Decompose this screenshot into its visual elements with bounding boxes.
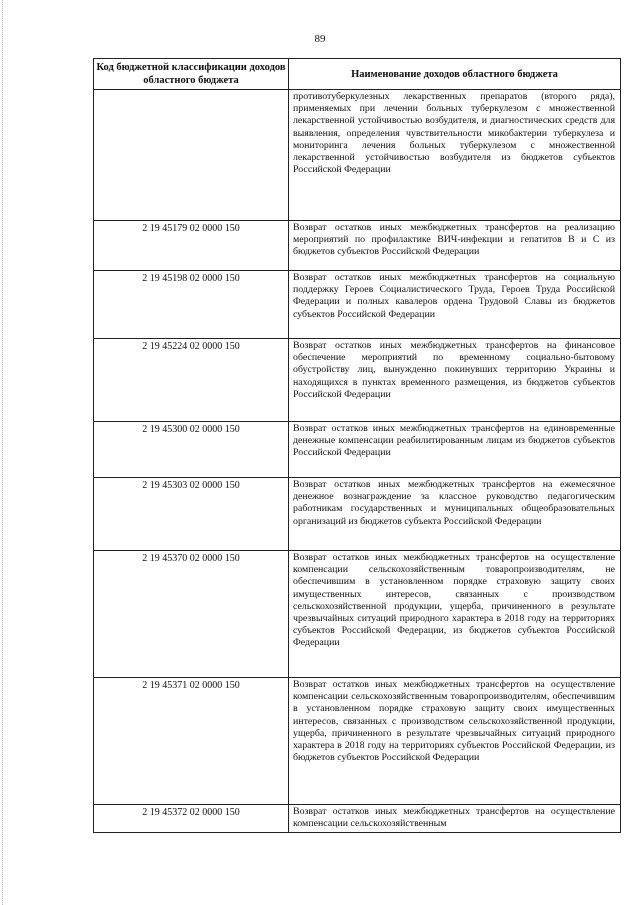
table-row — [94, 805, 621, 833]
column-header-code: Код бюджетной классификации доходов областного бюджета — [94, 59, 289, 90]
row-code — [94, 90, 289, 221]
row-name: Возврат остатков иных межбюджетных трансфертов на единовременные денежные компенсации реабилитированным лицам из бюджетов субъектов Российской Федерации — [289, 422, 621, 478]
table-row — [94, 90, 621, 221]
table-row — [94, 678, 621, 805]
row-code: 2 19 45303 02 0000 150 — [94, 478, 289, 551]
table-row — [94, 551, 621, 678]
row-code: 2 19 45179 02 0000 150 — [94, 221, 289, 271]
row-code: 2 19 45370 02 0000 150 — [94, 551, 289, 678]
row-name: Возврат остатков иных межбюджетных трансфертов на финансовое обеспечение мероприятий по временному социально-бытовому обустройству лиц, вынужденно покинувших территорию Украины и находящихся в пунктах временного размещения, из бюджетов субъектов Российской Федерации — [289, 339, 621, 422]
row-name: Возврат остатков иных межбюджетных трансфертов на социальную поддержку Героев Социалистического Труда, Героев Труда Российской Федерации и полных кавалеров ордена Трудовой Славы из бюджетов субъектов Российской Федерации — [289, 271, 621, 339]
row-code: 2 19 45198 02 0000 150 — [94, 271, 289, 339]
table-row — [94, 221, 621, 271]
row-name: Возврат остатков иных межбюджетных трансфертов на реализацию мероприятий по профилактике ВИЧ-инфекции и гепатитов B и C из бюджетов субъектов Российской Федерации — [289, 221, 621, 271]
row-name: Возврат остатков иных межбюджетных трансфертов на осуществление компенсации сельскохозяйственным — [289, 805, 621, 833]
row-name: Возврат остатков иных межбюджетных трансфертов на осуществление компенсации сельскохозяйственным товаропроизводителям, не обеспечившим в установленном порядке страховую защиту своих имущественных интересов, связанных с производством сельскохозяйственной продукции, ущерба, причиненного в результате чрезвычайных ситуаций природного характера в 2018 году на территориях субъектов Российской Федерации, из бюджетов субъектов Российской Федерации — [289, 551, 621, 678]
row-name: противотуберкулезных лекарственных препаратов (второго ряда), применяемых при лечении больных туберкулезом с множественной лекарственной устойчивостью возбудителя, и диагностических средств для выявления, определения чувствительности микобактерии туберкулеза и мониторинга лечения больных туберкулезом с множественной лекарственной устойчивостью возбудителя из бюджетов субъектов Российской Федерации — [289, 90, 621, 221]
budget-classification-table — [93, 58, 621, 833]
row-code: 2 19 45372 02 0000 150 — [94, 805, 289, 833]
table-row — [94, 271, 621, 339]
row-name: Возврат остатков иных межбюджетных трансфертов на осуществление компенсации сельскохозяйственным товаропроизводителям, обеспечившим в установленном порядке страховую защиту своих имущественных интересов, связанных с производством сельскохозяйственной продукции, ущерба, причиненного в результате чрезвычайных ситуаций природного характера в 2018 году на территориях субъектов Российской Федерации, из бюджетов субъектов Российской Федерации — [289, 678, 621, 805]
table-row — [94, 422, 621, 478]
row-name: Возврат остатков иных межбюджетных трансфертов на ежемесячное денежное вознаграждение за классное руководство педагогическим работникам государственных и муниципальных общеобразовательных организаций из бюджетов субъекта Российской Федерации — [289, 478, 621, 551]
scan-edge — [2, 0, 4, 905]
row-code: 2 19 45371 02 0000 150 — [94, 678, 289, 805]
row-code: 2 19 45300 02 0000 150 — [94, 422, 289, 478]
column-header-name: Наименование доходов областного бюджета — [289, 59, 621, 90]
table-row — [94, 478, 621, 551]
table-header-row — [94, 59, 621, 90]
table-row — [94, 339, 621, 422]
page-number: 89 — [314, 33, 326, 45]
row-code: 2 19 45224 02 0000 150 — [94, 339, 289, 422]
